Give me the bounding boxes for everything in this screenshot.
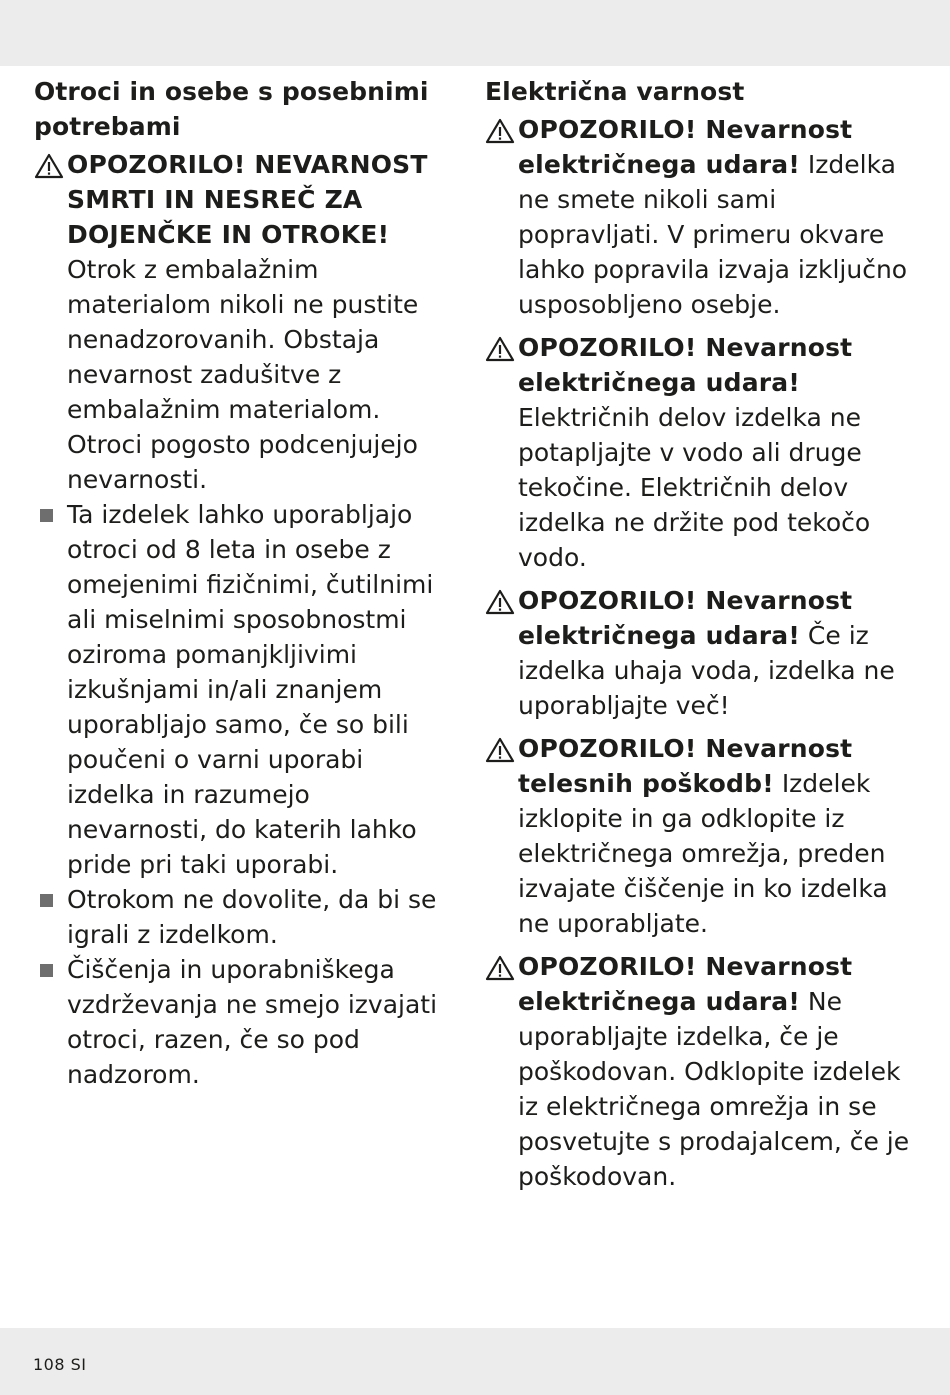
warning-title: OPOZORILO! Nevarnost telesnih poškodb! [518, 734, 853, 798]
warning-triangle-icon [485, 737, 515, 763]
warning-text: Izdelka ne smete nikoli sami popravljati. V primeru okvare lahko popravila izvaja izključno usposobljeno osebje. [518, 150, 908, 319]
warning-text: Ne uporabljajte izdelka, če je poškodovan. Odklopite izdelek iz električnega omrežja in se posvetujte s prodajalcem, če je poškodovan. [518, 987, 910, 1191]
square-bullet-icon [40, 964, 53, 977]
warning-block [485, 731, 915, 941]
warning-block [485, 583, 915, 723]
warning-title: OPOZORILO! Nevarnost električnega udara! [518, 952, 853, 1016]
warning-triangle-icon [485, 955, 515, 981]
section-heading-children: Otroci in osebe s posebnimi potrebami [34, 77, 429, 141]
right-column [485, 74, 915, 1194]
warning-triangle-icon [485, 589, 515, 615]
list-item [34, 882, 454, 952]
warning-title: OPOZORILO! Nevarnost električnega udara! [518, 115, 853, 179]
page-number: 108 SI [33, 1355, 87, 1374]
list-item-text: Ta izdelek lahko uporabljajo otroci od 8 leta in osebe z omejenimi fizičnimi, čutilnimi ali miselnimi sposobnostmi oziroma pomanjkljivimi izkušnjami in/ali znanjem uporabljajo samo, če so bili poučeni o varni uporabi izdelka in razumejo nevarnosti, do katerih lahko pride pri taki uporabi. [67, 500, 434, 879]
warning-block [34, 147, 454, 497]
list-item [34, 497, 454, 882]
square-bullet-icon [40, 894, 53, 907]
warning-text: Otrok z embalažnim materialom nikoli ne pustite nenadzorovanih. Obstaja nevarnost zadušitve z embalažnim materialom. Otroci pogosto podcenjujejo nevarnosti. [67, 255, 419, 494]
warning-title: OPOZORILO! NEVARNOST SMRTI IN NESREČ ZA DOJENČKE IN OTROKE! [67, 150, 428, 249]
warning-title: OPOZORILO! Nevarnost električnega udara! [518, 586, 853, 650]
left-column [34, 74, 454, 1092]
warning-block [485, 112, 915, 322]
top-band [0, 0, 950, 66]
warning-block [485, 949, 915, 1194]
warning-text: Električnih delov izdelka ne potapljajte v vodo ali druge tekočine. Električnih delov izdelka ne držite pod tekočo vodo. [518, 403, 871, 572]
warning-triangle-icon [485, 118, 515, 144]
warning-text: Izdelek izklopite in ga odklopite iz električnega omrežja, preden izvajate čiščenje in ko izdelka ne uporabljate. [518, 769, 888, 938]
warning-triangle-icon [34, 153, 64, 179]
square-bullet-icon [40, 509, 53, 522]
list-item-text: Čiščenja in uporabniškega vzdrževanja ne smejo izvajati otroci, razen, če so pod nadzorom. [67, 955, 438, 1089]
warning-triangle-icon [485, 336, 515, 362]
list-item [34, 952, 454, 1092]
warning-title: OPOZORILO! Nevarnost električnega udara! [518, 333, 853, 397]
list-item-text: Otrokom ne dovolite, da bi se igrali z izdelkom. [67, 885, 437, 949]
warning-block [485, 330, 915, 575]
warning-text: Če iz izdelka uhaja voda, izdelka ne uporabljajte več! [518, 621, 895, 720]
section-heading-electrical-safety: Električna varnost [485, 77, 745, 106]
bottom-band [0, 1328, 950, 1395]
